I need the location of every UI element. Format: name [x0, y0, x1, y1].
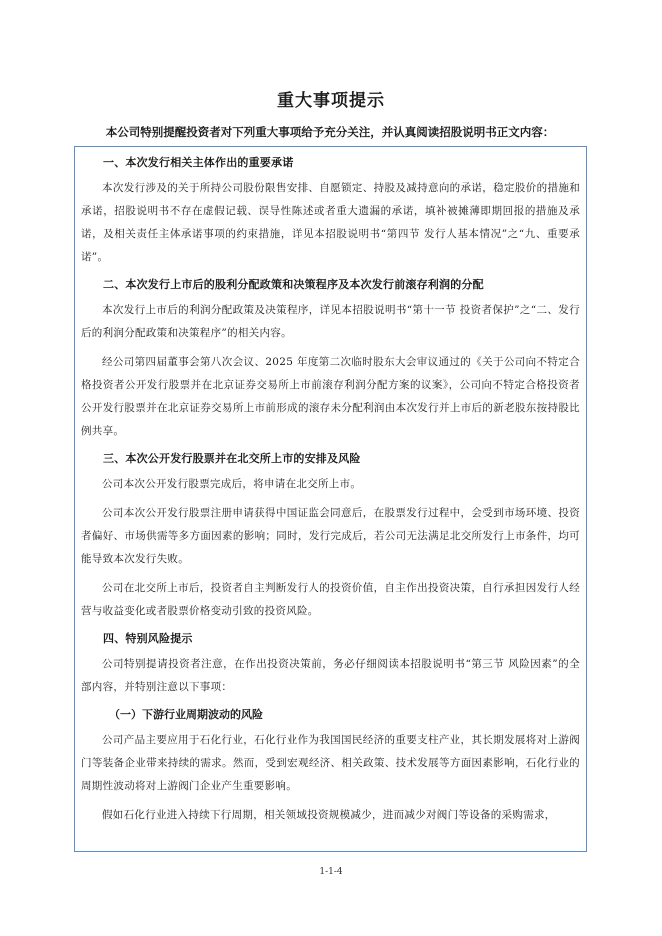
paragraph: 本次发行上市后的利润分配政策及决策程序，详见本招股说明书“第十一节 投资者保护”之“二、发行后的利润分配政策和决策程序”的相关内容。 [81, 304, 580, 339]
paragraph: 公司在北交所上市后，投资者自主判断发行人的投资价值，自主作出投资决策，自行承担因发行人经营与收益变化或者股票价格变动引致的投资风险。 [81, 582, 580, 617]
paragraph: 公司本次公开发行股票完成后，将申请在北交所上市。 [102, 478, 362, 490]
section-heading-3: 三、本次公开发行股票并在北交所上市的安排及风险 [103, 452, 361, 465]
page-title: 重大事项提示 [277, 91, 385, 111]
paragraph: 本次发行涉及的关于所持公司股份限售安排、自愿锁定、持股及减持意向的承诺，稳定股价的措施和承诺，招股说明书不存在虚假记载、误导性陈述或者重大遗漏的承诺，填补被摊薄即期回报的措施及承诺，及相关责任主体承诺事项的约束措施，详见本招股说明书“第四节 发行人基本情况”之“九、重要承诺”。 [81, 182, 580, 263]
intro-statement: 本公司特别提醒投资者对下列重大事项给予充分关注，并认真阅读招股说明书正文内容： [105, 125, 555, 139]
section-heading-4: 四、特别风险提示 [103, 632, 193, 645]
subsection-heading: （一）下游行业周期波动的风险 [109, 708, 263, 721]
section-heading-1: 一、本次发行相关主体作出的重要承诺 [103, 156, 294, 169]
paragraph: 公司特别提请投资者注意，在作出投资决策前，务必仔细阅读本招股说明书“第三节 风险因素”的全部内容，并特别注意以下事项： [81, 658, 580, 693]
paragraph: 经公司第四届董事会第八次会议、2025 年度第二次临时股东大会审议通过的《关于公司向不特定合格投资者公开发行股票并在北京证券交易所上市前滚存利润分配方案的议案》，公司向不特定合格投资者公开发行股票并在北京证券交易所上市前形成的滚存未分配利润由本次发行并上市后的新老股东按持股比例共享。 [81, 356, 580, 437]
paragraph: 假如石化行业进入持续下行周期，相关领域投资规模减少，进而减少对阀门等设备的采购需求， [102, 809, 556, 821]
paragraph: 公司本次公开发行股票注册申请获得中国证监会同意后，在股票发行过程中，会受到市场环境、投资者偏好、市场供需等多方面因素的影响；同时，发行完成后，若公司无法满足北交所发行上市条件，均可能导致本次发行失败。 [81, 507, 580, 565]
paragraph: 公司产品主要应用于石化行业，石化行业作为我国国民经济的重要支柱产业，其长期发展将对上游阀门等装备企业带来持续的需求。然而，受到宏观经济、相关政策、技术发展等方面因素影响，石化行业的周期性波动将对上游阀门企业产生重要影响。 [81, 734, 580, 792]
content-box [74, 146, 587, 852]
page-number: 1-1-4 [319, 867, 343, 877]
section-heading-2: 二、本次发行上市后的股利分配政策和决策程序及本次发行前滚存利润的分配 [103, 278, 484, 291]
